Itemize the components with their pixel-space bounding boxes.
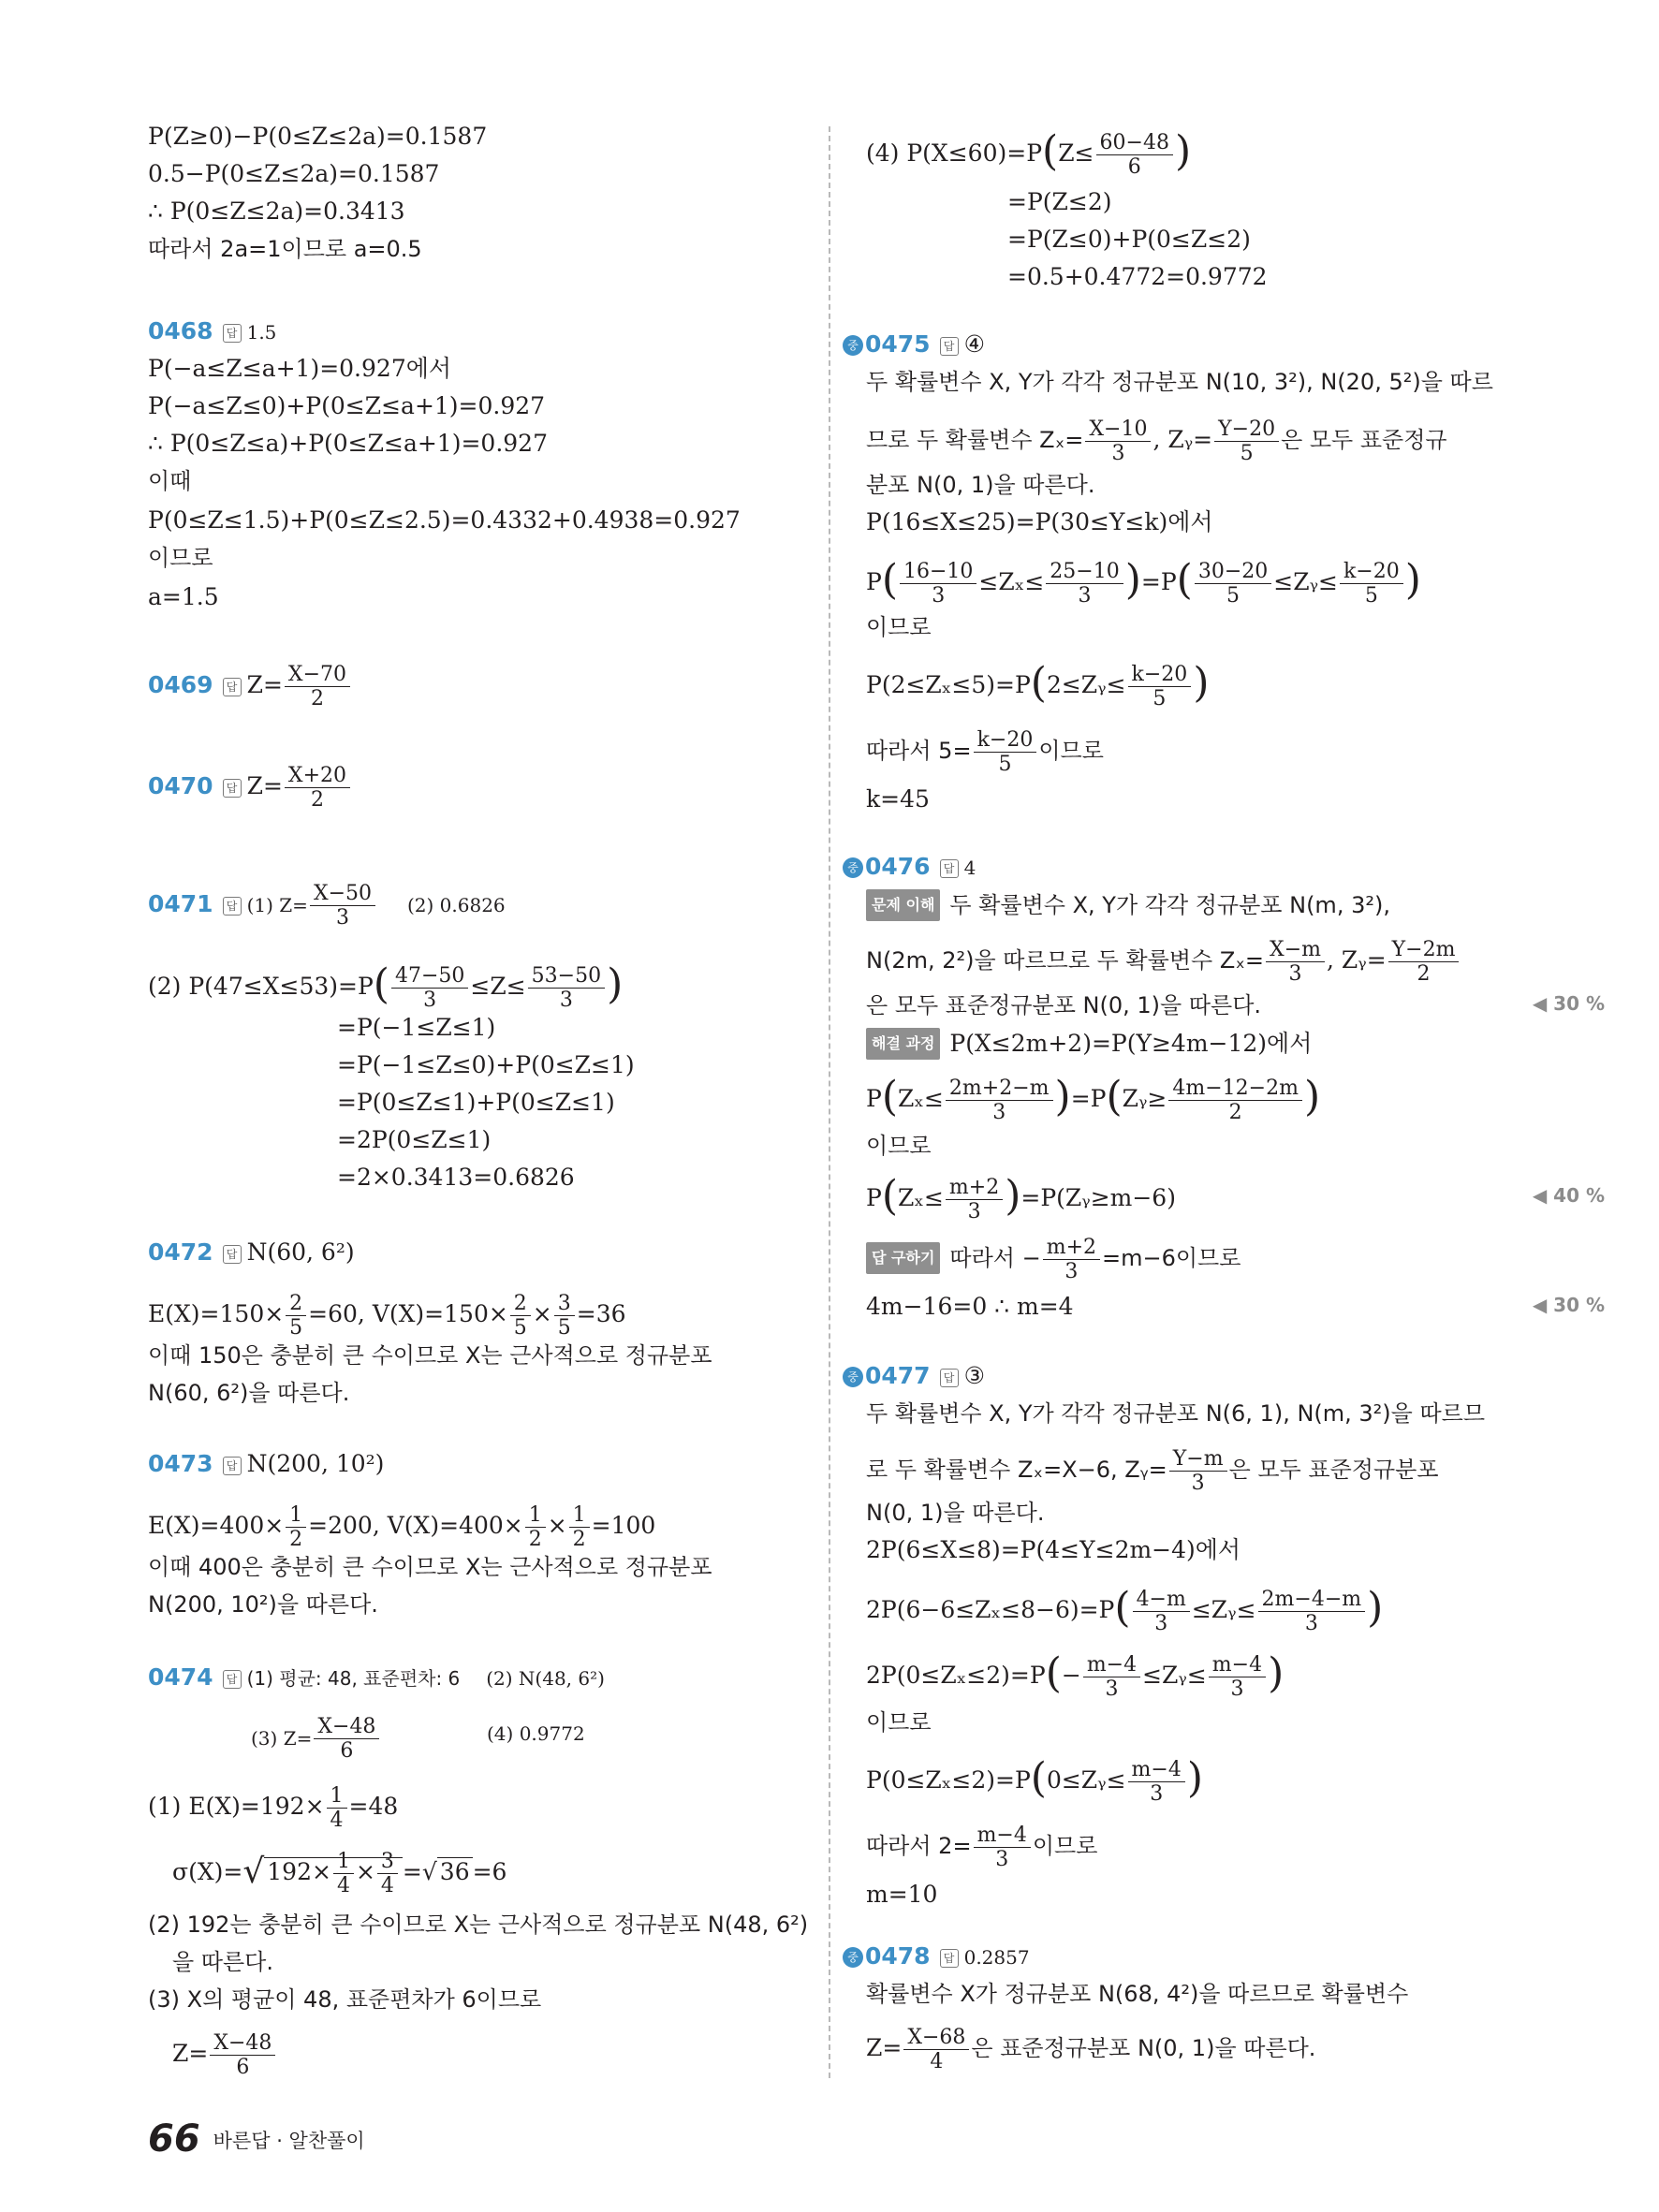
solution-equation: (1) E(X)=192× $\frac{1}{4}$ =48 [148,1784,399,1832]
solution-equation: 로 두 확률변수 Zₓ=X−6, Zᵧ= $\frac{Y-m}{3}$ 은 모두 표준정규분포 [866,1447,1439,1495]
solution-equation: σ(X)=√ 192× $\frac{1}{4}$ × $\frac{3}{4}$ =√ 36 =6 [172,1850,507,1897]
solution-line: a=1.5 [148,583,219,610]
problem-number: 0470 [148,772,213,799]
answer-icon: 답 [223,1457,242,1475]
fraction: $\frac{X+20}{2}$ [285,764,350,812]
solution-line: N(0, 1)을 따른다. [866,1500,1045,1526]
solution-line: 이때 [148,468,192,494]
solution-equation: 므로 두 확률변수 Zₓ= $\frac{X-10}{3}$ , Zᵧ= $\frac{Y-20}{5}$ 은 모두 표준정규 [866,417,1447,465]
answer-value: 4 [963,857,976,879]
answer-icon: 답 [223,897,242,916]
solution-equation: P(Zₓ≤ $\frac{m+2}{3}$ )=P(Zᵧ≥m−6) [866,1172,1176,1223]
solution-line: (3) X의 평균이 48, 표준편차가 6이므로 [148,1986,542,2013]
solution-line: P(16≤X≤25)=P(30≤Y≤k)에서 [866,508,1213,535]
difficulty-badge: 중 [843,1947,863,1968]
problem-0476-header [843,852,976,883]
solution-equation: 2P(6−6≤Zₓ≤8−6)=P( $\frac{4-m}{3}$ ≤Zᵧ≤ $\frac{2m-4-m}{3}$ ) [866,1584,1384,1635]
solution-equation: 2P(0≤Zₓ≤2)=P(− $\frac{m-4}{3}$ ≤Zᵧ≤ $\frac{m-4}{3}$ ) [866,1649,1285,1701]
column-divider [829,126,830,2078]
fraction: $\frac{53-50}{3}$ [528,964,605,1012]
score-percent: ◀ 40 % [1532,1184,1605,1207]
problem-number: 0475 [865,330,931,358]
solution-equation: N(2m, 2²)을 따르므로 두 확률변수 Zₓ= $\frac{X-m}{3}$ , Zᵧ= $\frac{Y-2m}{2}$ [866,938,1461,986]
solution-line: N(200, 10²)을 따른다. [148,1591,378,1618]
difficulty-badge: 중 [843,335,863,356]
solution-line: 분포 N(0, 1)을 따른다. [866,472,1095,498]
solution-equation: E(X)=150× $\frac{2}{5}$ =60, V(X)=150× $\frac{2}{5}$ × $\frac{3}{5}$ =36 [148,1292,626,1340]
problem-number: 0474 [148,1663,213,1691]
problem-number: 0477 [865,1362,931,1389]
solution-line: =2P(0≤Z≤1) [337,1126,492,1153]
solution-line: ∴ P(0≤Z≤a)+P(0≤Z≤a+1)=0.927 [148,430,548,457]
intro-line-2: 0.5−P(0≤Z≤2a)=0.1587 [148,160,440,187]
solution-equation: (4) P(X≤60)=P(Z≤ $\frac{60-48}{6}$ ) [866,127,1192,179]
solution-line: 을 따른다. [172,1949,273,1975]
step-tag: 답 구하기 [866,1242,940,1274]
problem-number: 0468 [148,317,213,344]
solution-line: =P(0≤Z≤1)+P(0≤Z≤1) [337,1089,615,1116]
solution-line: 이때 150은 충분히 큰 수이므로 X는 근사적으로 정규분포 [148,1342,712,1369]
solution-equation: Z= $\frac{X-68}{4}$ 은 표준정규분포 N(0, 1)을 따른다. [866,2026,1316,2073]
solution-equation: Z= $\frac{X-48}{6}$ [172,2031,277,2079]
solution-equation: P(0≤Zₓ≤2)=P(0≤Zᵧ≤ $\frac{m-4}{3}$ ) [866,1754,1204,1806]
solution-line: =0.5+0.4772=0.9772 [1007,263,1268,290]
solution-line: =2×0.3413=0.6826 [337,1164,575,1191]
intro-line-3: ∴ P(0≤Z≤2a)=0.3413 [148,198,405,225]
score-percent: ◀ 30 % [1532,1294,1605,1316]
answer-icon: 답 [940,859,959,878]
answer-value: ③ [963,1362,986,1389]
solution-line: k=45 [866,785,930,813]
answer-icon: 답 [223,1245,242,1264]
solution-line: 두 확률변수 X, Y가 각각 정규분포 N(6, 1), N(m, 3²)을 따르므 [866,1400,1486,1427]
answer-value: N(200, 10²) [246,1450,385,1477]
answer-icon: 답 [223,678,242,696]
solution-line: 해결 과정 P(X≤2m+2)=P(Y≥4m−12)에서 [866,1028,1312,1060]
solution-equation: P(2≤Zₓ≤5)=P(2≤Zᵧ≤ $\frac{k-20}{5}$ ) [866,659,1210,710]
fraction: $\frac{X-50}{3}$ [310,882,375,930]
solution-line: 이므로 [866,614,932,640]
problem-0471-header [148,882,506,930]
problem-0475-header [843,330,985,359]
answer-icon: 답 [223,1670,242,1689]
solution-line: =P(Z≤0)+P(0≤Z≤2) [1007,226,1251,253]
problem-0472-header [148,1238,355,1267]
problem-0477-header [843,1361,985,1391]
answer-value: N(60, 6²) [246,1238,355,1266]
problem-number: 0476 [865,853,931,880]
problem-number: 0472 [148,1238,213,1266]
solution-line: 문제 이해 두 확률변수 X, Y가 각각 정규분포 N(m, 3²), [866,889,1390,921]
problem-0470-header [148,764,352,812]
solution-line: 4m−16=0 ∴ m=4 [866,1293,1074,1320]
answer-value: (3) Z= $\frac{X-48}{6}$ [251,1715,381,1763]
solution-equation: 따라서 2= $\frac{m-4}{3}$ 이므로 [866,1824,1098,1871]
solution-line: (2) 192는 충분히 큰 수이므로 X는 근사적으로 정규분포 N(48, 6²) [148,1912,809,1938]
intro-line-4: 따라서 2a=1이므로 a=0.5 [148,236,422,262]
answer-lhs: Z= [246,671,283,698]
answer-value: 1.5 [246,321,277,344]
solution-line: P(−a≤Z≤0)+P(0≤Z≤a+1)=0.927 [148,392,546,419]
answer-value: (2) 0.6826 [406,894,506,916]
solution-equation: 따라서 5= $\frac{k-20}{5}$ 이므로 [866,728,1104,776]
answer-icon: 답 [940,1369,959,1387]
answer-lhs: (1) Z= [246,894,308,916]
problem-number: 0469 [148,671,213,698]
problem-0473-header [148,1449,384,1479]
solution-equation: (2) P(47≤X≤53)=P( $\frac{47-50}{3}$ ≤Z≤ $\frac{53-50}{3}$ ) [148,960,624,1012]
score-percent: ◀ 30 % [1532,992,1605,1015]
problem-0478-header [843,1941,1030,1972]
page-footer [148,2117,365,2161]
answer-icon: 답 [223,324,242,343]
answer-icon: 답 [940,337,959,356]
solution-line: N(60, 6²)을 따른다. [148,1380,350,1406]
solution-line: 확률변수 X가 정규분포 N(68, 4²)을 따르므로 확률변수 [866,1981,1409,2007]
solution-equation: E(X)=400× $\frac{1}{2}$ =200, V(X)=400× $\frac{1}{2}$ × $\frac{1}{2}$ =100 [148,1503,656,1551]
solution-line: =P(−1≤Z≤0)+P(0≤Z≤1) [337,1051,635,1078]
step-tag: 해결 과정 [866,1028,940,1060]
solution-equation: P(Zₓ≤ $\frac{2m+2-m}{3}$ )=P(Zᵧ≥ $\frac{4m-12-2m}{2}$ ) [866,1073,1321,1124]
fraction: $\frac{X-70}{2}$ [285,663,350,710]
solution-line: 두 확률변수 X, Y가 각각 정규분포 N(10, 3²), N(20, 5²)을 따르 [866,369,1493,395]
step-tag: 문제 이해 [866,889,940,921]
answer-value: (1) 평균: 48, 표준편차: 6 [246,1667,461,1690]
solution-line: 이때 400은 충분히 큰 수이므로 X는 근사적으로 정규분포 [148,1554,712,1580]
solution-line: 이므로 [866,1709,932,1736]
solution-line: 은 모두 표준정규분포 N(0, 1)을 따른다. [866,992,1262,1018]
problem-0468-header [148,316,276,347]
solution-line: m=10 [866,1881,938,1908]
problem-number: 0471 [148,890,213,917]
problem-number: 0478 [865,1942,931,1970]
answer-value: (2) N(48, 6²) [486,1667,605,1690]
solution-equation: 답 구하기 따라서 − $\frac{m+2}{3}$ =m−6이므로 [866,1236,1241,1283]
fraction: $\frac{47-50}{3}$ [391,964,468,1012]
problem-0474-header [148,1663,605,1693]
answer-icon: 답 [223,779,242,798]
solution-line: =P(−1≤Z≤1) [337,1014,496,1041]
problem-0469-header [148,663,352,710]
solution-line: P(−a≤Z≤a+1)=0.927에서 [148,355,452,382]
answer-value: (4) 0.9772 [487,1722,585,1745]
answer-value: 0.2857 [963,1946,1030,1969]
problem-number: 0473 [148,1450,213,1477]
solution-line: 이므로 [148,545,213,571]
footer-title: 바른답 · 알찬풀이 [213,2130,365,2152]
answer-icon: 답 [940,1949,959,1968]
solution-line: P(0≤Z≤1.5)+P(0≤Z≤2.5)=0.4332+0.4938=0.927 [148,506,741,534]
solution-line: 이므로 [866,1133,932,1159]
solution-equation: P( $\frac{16-10}{3}$ ≤Zₓ≤ $\frac{25-10}{3}$ )=P( $\frac{30-20}{5}$ ≤Zᵧ≤ $\frac{k-20}{5}$ ) [866,556,1421,608]
page-number: 66 [148,2117,200,2161]
solution-line: 2P(6≤X≤8)=P(4≤Y≤2m−4)에서 [866,1536,1241,1563]
difficulty-badge: 중 [843,857,863,878]
solution-line: =P(Z≤2) [1007,188,1112,215]
intro-line-1: P(Z≥0)−P(0≤Z≤2a)=0.1587 [148,123,488,150]
difficulty-badge: 중 [843,1367,863,1387]
answer-value: ④ [963,330,986,358]
answer-lhs: Z= [246,772,283,799]
